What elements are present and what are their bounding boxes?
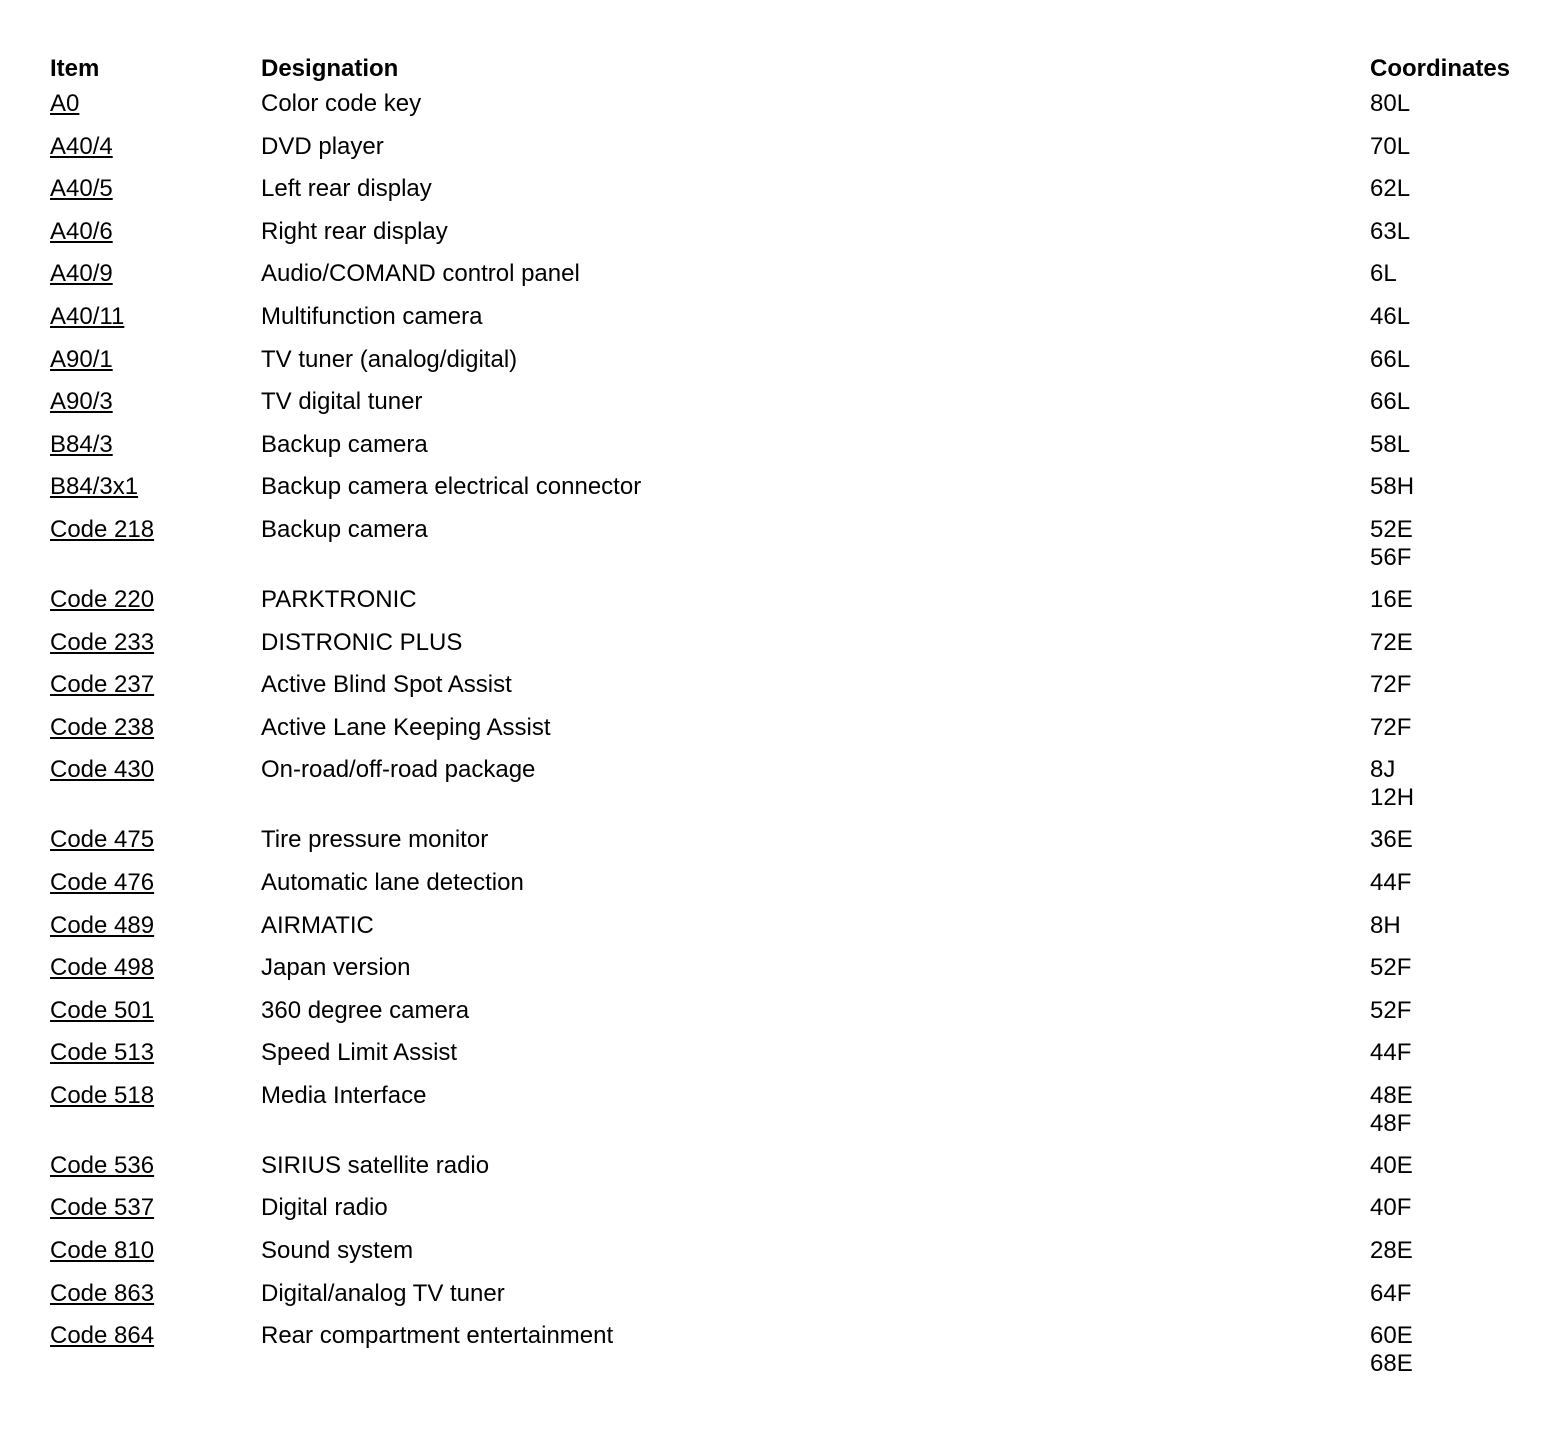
- coordinate-value: 8J: [1370, 756, 1396, 784]
- coordinates-cell: [1370, 90, 1540, 133]
- item-link[interactable]: A40/4: [50, 132, 113, 160]
- coordinate-value: 70L: [1370, 132, 1411, 160]
- coordinate-value: 72F: [1370, 713, 1412, 741]
- table-row: [50, 912, 1540, 955]
- header-row: [50, 55, 1540, 90]
- table-row: [50, 346, 1540, 389]
- item-link[interactable]: Code 489: [50, 911, 155, 939]
- table-row: [50, 218, 1540, 261]
- item-link[interactable]: A90/3: [50, 388, 113, 416]
- legend-table: [50, 55, 1540, 1392]
- coordinate-value: 40E: [1370, 1151, 1413, 1179]
- coordinates-cell: [1370, 912, 1540, 955]
- table-row: [50, 260, 1540, 303]
- coordinate-value: 63L: [1370, 217, 1411, 245]
- item-cell: [50, 586, 261, 629]
- coordinate-value: 40F: [1370, 1194, 1412, 1222]
- item-cell: [50, 516, 261, 586]
- item-cell: [50, 1082, 261, 1152]
- table-row: [50, 1082, 1540, 1152]
- coordinates-cell: [1370, 869, 1540, 912]
- coordinates-cell: [1370, 1280, 1540, 1323]
- coordinate-value: 12H: [1370, 784, 1415, 812]
- item-link[interactable]: A90/1: [50, 345, 113, 373]
- item-cell: [50, 869, 261, 912]
- coordinates-cell: [1370, 473, 1540, 516]
- table-row: [50, 388, 1540, 431]
- coordinate-value: 62L: [1370, 175, 1411, 203]
- coordinates-cell: [1370, 1194, 1540, 1237]
- item-cell: [50, 90, 261, 133]
- item-link[interactable]: B84/3: [50, 430, 113, 458]
- item-link[interactable]: Code 476: [50, 868, 155, 896]
- table-row: [50, 826, 1540, 869]
- table-row: [50, 473, 1540, 516]
- coordinate-value: 48E: [1370, 1081, 1413, 1109]
- designation-cell: DVD player: [261, 132, 384, 160]
- item-cell: [50, 1322, 261, 1392]
- coordinate-value: 64F: [1370, 1279, 1412, 1307]
- item-link[interactable]: A40/11: [50, 302, 125, 330]
- header-item: Item: [50, 55, 100, 82]
- coordinate-value: 58H: [1370, 473, 1415, 501]
- designation-cell: Automatic lane detection: [261, 868, 524, 896]
- designation-cell: TV tuner (analog/digital): [261, 345, 518, 373]
- item-link[interactable]: A40/6: [50, 217, 113, 245]
- coordinates-cell: [1370, 218, 1540, 261]
- designation-cell: AIRMATIC: [261, 911, 374, 939]
- item-link[interactable]: Code 810: [50, 1237, 155, 1265]
- coordinates-cell: [1370, 671, 1540, 714]
- item-cell: [50, 826, 261, 869]
- item-cell: [50, 260, 261, 303]
- coordinates-cell: [1370, 516, 1540, 586]
- coordinates-cell: [1370, 1082, 1540, 1152]
- designation-cell: PARKTRONIC: [261, 585, 417, 613]
- item-link[interactable]: Code 864: [50, 1322, 155, 1350]
- designation-cell: TV digital tuner: [261, 388, 423, 416]
- table-row: [50, 1322, 1540, 1392]
- coordinates-cell: [1370, 431, 1540, 474]
- table-row: [50, 954, 1540, 997]
- designation-cell: Audio/COMAND control panel: [261, 260, 580, 288]
- designation-cell: Digital/analog TV tuner: [261, 1279, 505, 1307]
- designation-cell: Japan version: [261, 954, 411, 982]
- designation-cell: Sound system: [261, 1237, 414, 1265]
- coordinates-cell: [1370, 629, 1540, 672]
- item-cell: [50, 756, 261, 826]
- designation-cell: Rear compartment entertainment: [261, 1322, 614, 1350]
- designation-cell: Active Lane Keeping Assist: [261, 713, 551, 741]
- coordinates-cell: [1370, 175, 1540, 218]
- coordinates-cell: [1370, 303, 1540, 346]
- item-cell: [50, 133, 261, 176]
- item-cell: [50, 1152, 261, 1195]
- table-row: [50, 1237, 1540, 1280]
- item-cell: [50, 1237, 261, 1280]
- item-link[interactable]: Code 430: [50, 756, 155, 784]
- item-cell: [50, 1039, 261, 1082]
- coordinates-cell: [1370, 1039, 1540, 1082]
- coordinate-value: 66L: [1370, 345, 1411, 373]
- table-row: [50, 997, 1540, 1040]
- item-cell: [50, 346, 261, 389]
- coordinate-value: 72F: [1370, 671, 1412, 699]
- item-link[interactable]: Code 537: [50, 1194, 155, 1222]
- coordinates-cell: [1370, 756, 1540, 826]
- item-link[interactable]: Code 475: [50, 826, 155, 854]
- coordinate-value: 6L: [1370, 260, 1397, 288]
- table-body: [50, 90, 1540, 1392]
- designation-cell: Speed Limit Assist: [261, 1039, 458, 1067]
- coordinates-cell: [1370, 826, 1540, 869]
- coordinates-cell: [1370, 260, 1540, 303]
- item-cell: [50, 912, 261, 955]
- table-header: [50, 55, 1540, 90]
- designation-cell: Backup camera: [261, 515, 428, 543]
- designation-cell: SIRIUS satellite radio: [261, 1151, 490, 1179]
- coordinate-value: 46L: [1370, 302, 1411, 330]
- coordinate-value: 48F: [1370, 1109, 1412, 1137]
- coordinate-value: 44F: [1370, 868, 1412, 896]
- table-row: [50, 586, 1540, 629]
- designation-cell: Active Blind Spot Assist: [261, 671, 512, 699]
- coordinate-value: 80L: [1370, 90, 1411, 117]
- item-cell: [50, 473, 261, 516]
- item-cell: [50, 671, 261, 714]
- item-cell: [50, 1280, 261, 1323]
- designation-cell: Backup camera: [261, 430, 428, 458]
- item-link[interactable]: Code 237: [50, 671, 155, 699]
- coordinate-value: 44F: [1370, 1039, 1412, 1067]
- item-link[interactable]: Code 501: [50, 996, 155, 1024]
- designation-cell: Right rear display: [261, 217, 448, 245]
- item-link[interactable]: Code 518: [50, 1081, 155, 1109]
- coordinate-value: 56F: [1370, 543, 1412, 571]
- table-row: [50, 756, 1540, 826]
- item-cell: [50, 714, 261, 757]
- coordinate-value: 8H: [1370, 911, 1401, 939]
- table-row: [50, 175, 1540, 218]
- table-row: [50, 431, 1540, 474]
- coordinate-value: 52E: [1370, 515, 1413, 543]
- item-link[interactable]: Code 536: [50, 1151, 155, 1179]
- coordinates-cell: [1370, 1237, 1540, 1280]
- item-cell: [50, 1194, 261, 1237]
- coordinates-cell: [1370, 997, 1540, 1040]
- coordinate-value: 52F: [1370, 954, 1412, 982]
- table-row: [50, 629, 1540, 672]
- designation-cell: Tire pressure monitor: [261, 826, 489, 854]
- coordinates-cell: [1370, 133, 1540, 176]
- coordinates-cell: [1370, 954, 1540, 997]
- item-link[interactable]: A40/5: [50, 175, 113, 203]
- table-row: [50, 671, 1540, 714]
- item-link[interactable]: Code 238: [50, 713, 155, 741]
- item-cell: [50, 303, 261, 346]
- item-cell: [50, 218, 261, 261]
- designation-cell: Digital radio: [261, 1194, 388, 1222]
- item-cell: [50, 175, 261, 218]
- coordinate-value: 28E: [1370, 1237, 1413, 1265]
- item-cell: [50, 997, 261, 1040]
- item-link[interactable]: Code 863: [50, 1279, 155, 1307]
- table-row: [50, 516, 1540, 586]
- designation-cell: Color code key: [261, 90, 422, 117]
- designation-cell: Left rear display: [261, 175, 432, 203]
- header-coordinates: Coordinates: [1370, 55, 1511, 82]
- item-cell: [50, 431, 261, 474]
- item-link[interactable]: Code 513: [50, 1039, 155, 1067]
- item-link[interactable]: A40/9: [50, 260, 113, 288]
- item-cell: [50, 954, 261, 997]
- table-row: [50, 303, 1540, 346]
- header-designation: Designation: [261, 55, 399, 82]
- designation-cell: On-road/off-road package: [261, 756, 536, 784]
- designation-cell: Backup camera electrical connector: [261, 473, 642, 501]
- item-cell: [50, 388, 261, 431]
- coordinate-value: 66L: [1370, 388, 1411, 416]
- item-link[interactable]: Code 220: [50, 585, 155, 613]
- coordinate-value: 68E: [1370, 1350, 1413, 1378]
- coordinates-cell: [1370, 1152, 1540, 1195]
- table-row: [50, 133, 1540, 176]
- coordinates-cell: [1370, 586, 1540, 629]
- item-link[interactable]: Code 498: [50, 954, 155, 982]
- table-row: [50, 1280, 1540, 1323]
- table-row: [50, 90, 1540, 133]
- coordinate-value: 16E: [1370, 585, 1413, 613]
- table-row: [50, 1039, 1540, 1082]
- coordinate-value: 36E: [1370, 826, 1413, 854]
- item-link[interactable]: B84/3x1: [50, 473, 139, 501]
- item-link[interactable]: Code 218: [50, 515, 155, 543]
- designation-cell: 360 degree camera: [261, 996, 470, 1024]
- item-link[interactable]: Code 233: [50, 628, 155, 656]
- coordinates-cell: [1370, 346, 1540, 389]
- item-link[interactable]: A0: [50, 90, 80, 117]
- coordinate-value: 60E: [1370, 1322, 1413, 1350]
- coordinates-cell: [1370, 714, 1540, 757]
- designation-cell: Multifunction camera: [261, 302, 483, 330]
- table-row: [50, 1194, 1540, 1237]
- coordinates-cell: [1370, 1322, 1540, 1392]
- designation-cell: Media Interface: [261, 1081, 427, 1109]
- table-row: [50, 869, 1540, 912]
- coordinates-cell: [1370, 388, 1540, 431]
- coordinate-value: 58L: [1370, 430, 1411, 458]
- table-row: [50, 1152, 1540, 1195]
- designation-cell: DISTRONIC PLUS: [261, 628, 463, 656]
- item-cell: [50, 629, 261, 672]
- coordinate-value: 52F: [1370, 996, 1412, 1024]
- table-row: [50, 714, 1540, 757]
- coordinate-value: 72E: [1370, 628, 1413, 656]
